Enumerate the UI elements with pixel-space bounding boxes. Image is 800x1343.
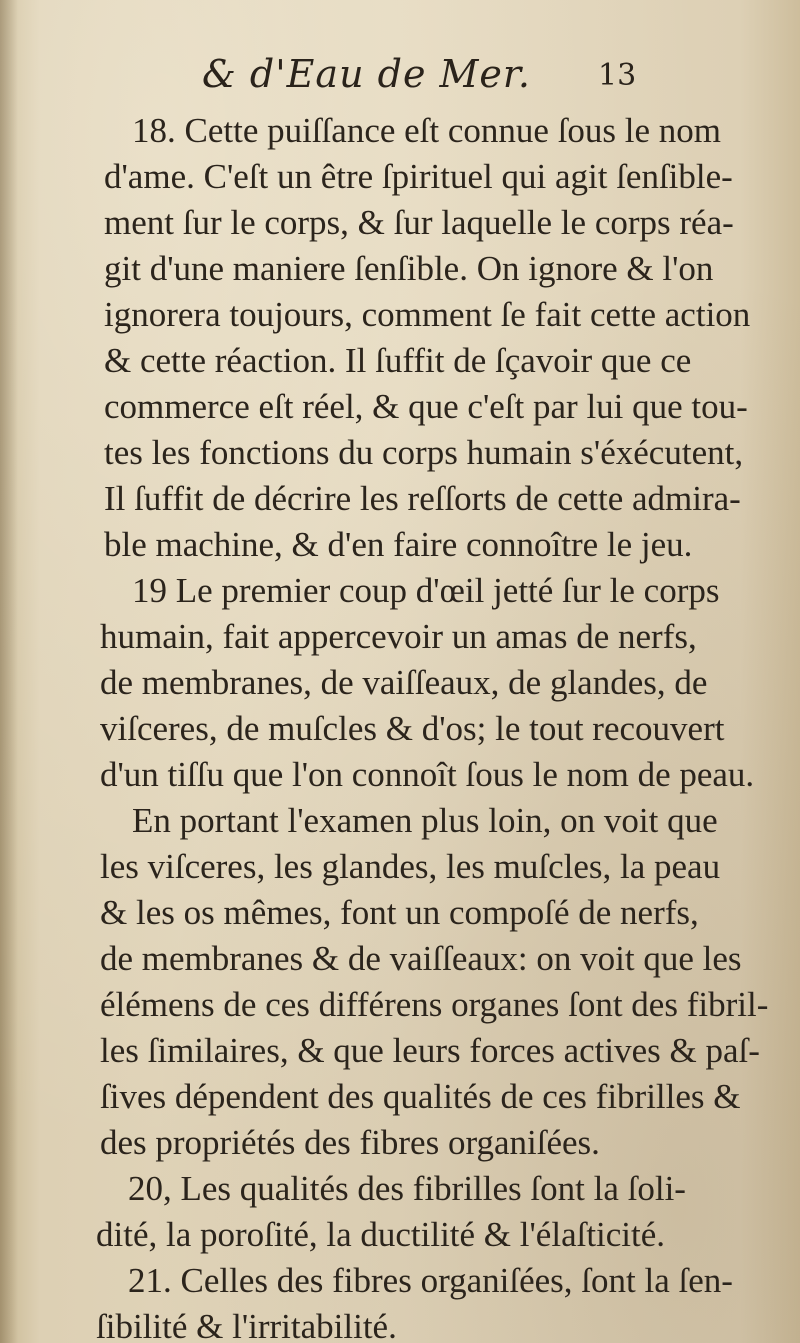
text-line: tes les fonctions du corps humain s'éxécutent, [104,433,744,472]
text-line: 21. Celles des fibres organiſées, ſont la ſen- [128,1261,733,1300]
text-line: & les os mêmes, font un compoſé de nerfs, [100,893,699,932]
text-line: commerce eſt réel, & que c'eſt par lui que tou- [104,387,748,426]
text-line: dité, la poroſité, la ductilité & l'élaſticité. [96,1215,666,1254]
text-line: & cette réaction. Il ſuffit de ſçavoir que ce [104,341,692,380]
page-gutter-shadow [0,0,18,1343]
text-line: les viſceres, les glandes, les muſcles, la peau [100,847,721,886]
text-line: ſibilité & l'irritabilité. [96,1307,397,1343]
text-line: de membranes & de vaiſſeaux: on voit que les [100,939,742,978]
text-line: ſives dépendent des qualités de ces fibrilles & [100,1077,741,1116]
text-line: de membranes, de vaiſſeaux, de glandes, de [100,663,708,702]
text-line: ment ſur le corps, & ſur laquelle le corps réa- [104,203,734,242]
page-number: 13 [598,58,637,93]
text-line: ble machine, & d'en faire connoître le jeu. [104,525,693,564]
text-line: 18. Cette puiſſance eſt connue ſous le nom [132,111,722,150]
text-line: des propriétés des fibres organiſées. [100,1123,600,1162]
text-line: viſceres, de muſcles & d'os; le tout recouvert [100,709,725,748]
text-line: élémens de ces différens organes ſont des fibril- [100,985,769,1024]
text-line: 20, Les qualités des fibrilles ſont la ſoli- [128,1169,686,1208]
text-line: humain, fait appercevoir un amas de nerfs, [100,617,697,656]
text-line: les ſimilaires, & que leurs forces actives & paſ- [100,1031,760,1070]
running-head: & d'Eau de Mer. [202,52,531,96]
text-line: ignorera toujours, comment ſe fait cette action [104,295,751,334]
text-line: En portant l'examen plus loin, on voit que [132,801,718,840]
text-line: d'ame. C'eſt un être ſpirituel qui agit ſenſible- [104,157,733,196]
text-line: 19 Le premier coup d'œil jetté ſur le corps [132,571,720,610]
text-line: git d'une maniere ſenſible. On ignore & l'on [104,249,714,288]
text-line: Il ſuffit de décrire les reſſorts de cette admira- [104,479,741,518]
text-line: d'un tiſſu que l'on connoît ſous le nom de peau. [100,755,755,794]
page-header [0,52,800,102]
